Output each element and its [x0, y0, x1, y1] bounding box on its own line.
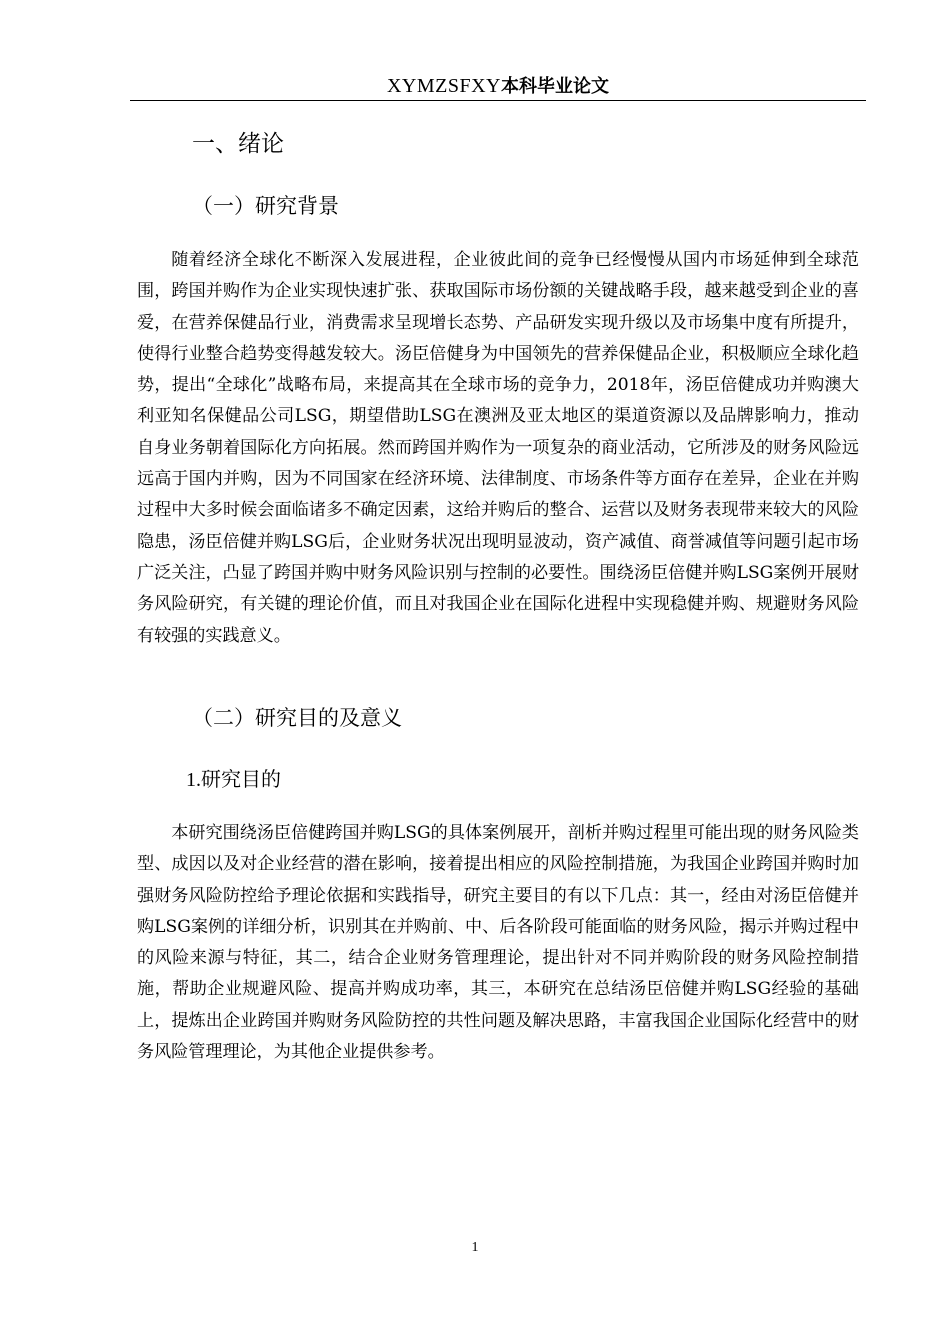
chapter-title: 一、绪论: [192, 131, 284, 157]
paragraph-research-purpose: 本研究围绕汤臣倍健跨国并购LSG的具体案例展开，剖析并购过程里可能出现的财务风险类型、成因以及对企业经营的潜在影响，接着提出相应的风险控制措施，为我国企业跨国并购时加强财务风险防控给予理论依据和实践指导，研究主要目的有以下几点：其一，经由对汤臣倍健并购LSG案例的详细分析，识别其在并购前、中、后各阶段可能面临的财务风险，揭示并购过程中的风险来源与特征，其二，结合企业财务管理理论，提出针对不同并购阶段的财务风险控制措施，帮助企业规避风险、提高并购成功率，其三，本研究在总结汤臣倍健并购LSG经验的基础上，提炼出企业跨国并购财务风险防控的共性问题及解决思路，丰富我国企业国际化经营中的财务风险管理理论，为其他企业提供参考。: [137, 823, 859, 1063]
section-title-research-background: （一）研究背景: [192, 194, 339, 218]
header-school-code: XYMZSFXY: [386, 75, 502, 97]
page-header: [130, 72, 866, 101]
page-number: 1: [471, 1240, 479, 1255]
subsection-title-text: 研究目的: [201, 767, 281, 791]
subsection-number: 1.: [186, 769, 201, 791]
paragraph-research-background: 随着经济全球化不断深入发展进程，企业彼此间的竞争已经慢慢从国内市场延伸到全球范围，跨国并购作为企业实现快速扩张、获取国际市场份额的关键战略手段，越来越受到企业的喜爱，在营养保健品行业，消费需求呈现增长态势、产品研发实现升级以及市场集中度有所提升，使得行业整合趋势变得越发较大。汤臣倍健身为中国领先的营养保健品企业，积极顺应全球化趋势，提出“全球化”战略布局，来提高其在全球市场的竞争力，2018年，汤臣倍健成功并购澳大利亚知名保健品公司LSG，期望借助LSG在澳洲及亚太地区的渠道资源以及品牌影响力，推动自身业务朝着国际化方向拓展。然而跨国并购作为一项复杂的商业活动，它所涉及的财务风险远远高于国内并购，因为不同国家在经济环境、法律制度、市场条件等方面存在差异，企业在并购过程中大多时候会面临诸多不确定因素，这给并购后的整合、运营以及财务表现带来较大的风险隐患，汤臣倍健并购LSG后，企业财务状况出现明显波动，资产减值、商誉减值等问题引起市场广泛关注，凸显了跨国并购中财务风险识别与控制的必要性。围绕汤臣倍健并购LSG案例开展财务风险研究，有关键的理论价值，而且对我国企业在国际化进程中实现稳健并购、规避财务风险有较强的实践意义。: [137, 250, 859, 646]
section-title-purpose-significance: （二）研究目的及意义: [192, 706, 402, 730]
subsection-title-research-purpose: [186, 762, 281, 797]
header-thesis-label: 本科毕业论文: [501, 76, 610, 97]
